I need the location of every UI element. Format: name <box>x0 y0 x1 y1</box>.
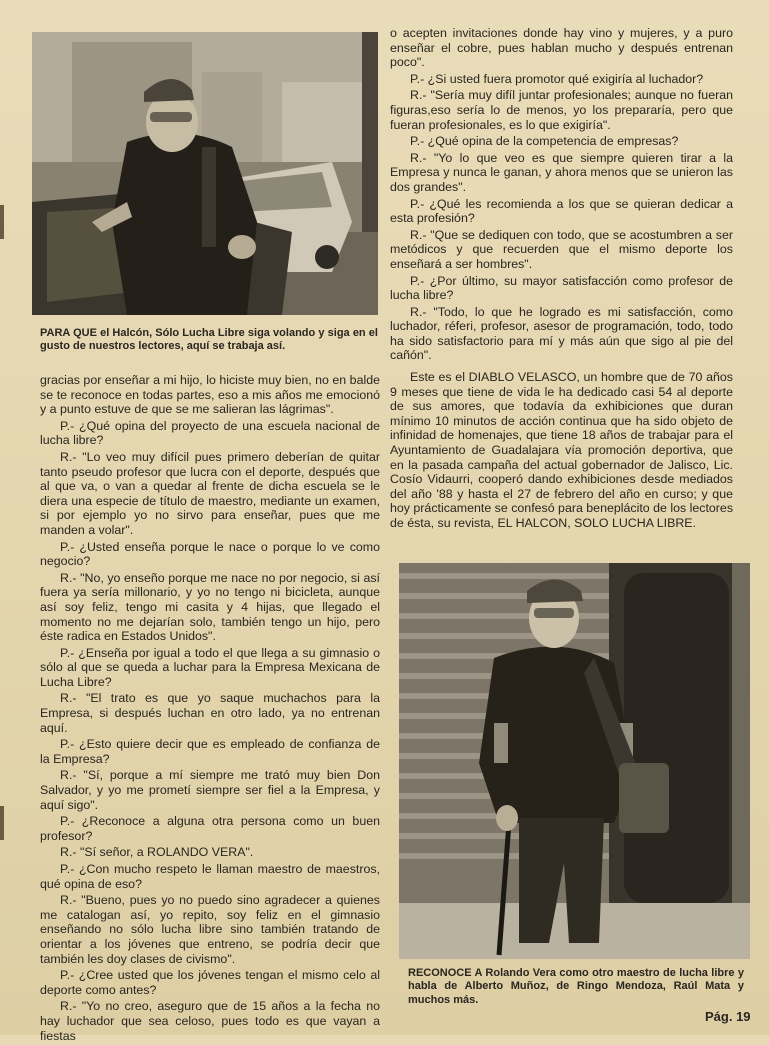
paragraph: R.- "Sí señor, a ROLANDO VERA". <box>60 845 254 860</box>
photo-caption-1 <box>40 327 378 354</box>
paragraph: R.- "Sería muy difíl juntar profesionales; aunque no fueran figuras,eso sería lo de menos, yo los prepararía, pero que fueran profesionales, es lo que exigiría". <box>390 88 733 132</box>
page-edge-mark <box>0 806 4 840</box>
paragraph: P.- ¿Con mucho respeto le llaman maestro de maestros, qué opina de eso? <box>40 862 380 891</box>
paragraph: gracias por enseñar a mi hijo, lo hiciste muy bien, no en balde se te reconoce en todas partes, eso a mis años me emocionó y a punto estuve de que se me salieran las lágrimas". <box>40 373 380 417</box>
caption-text: Rolando Vera como otro maestro de lucha libre y habla de Alberto Muñoz, de Ringo Mendoza, Raúl Mata y muchos más. <box>408 967 744 1006</box>
paragraph: P.- ¿Por último, su mayor satisfacción como profesor de lucha libre? <box>390 273 733 303</box>
paragraph: o acepten invitaciones donde hay vino y mujeres, y a puro enseñar el cobre, pues hablan mucho y después entrenan poco". <box>390 26 733 70</box>
caption-lead: RECONOCE A <box>408 967 483 979</box>
paragraph: P.- ¿Qué opina de la competencia de empresas? <box>410 134 679 149</box>
paragraph: R.- "El trato es que yo saque muchachos para la Empresa, si después luchan en otro lado, ya no entrenan aquí. <box>40 691 380 735</box>
paragraph: R.- "Yo lo que veo es que siempre quieren tirar a la Empresa y nunca le ganan, y ahora menos que se unieron las dos grandes". <box>390 150 733 194</box>
paragraph: P.- ¿Enseña por igual a todo el que llega a su gimnasio o sólo al que se queda a luchar para la Empresa Mexicana de Lucha Libre? <box>40 645 380 689</box>
page-edge-mark <box>0 205 4 239</box>
paragraph: P.- ¿Esto quiere decir que es empleado de confianza de la Empresa? <box>40 737 380 766</box>
paragraph: R.- "Que se dediquen con todo, que se acostumbren a ser metódicos y que recuerden que el mismo deporte los enseñará a ser hombres". <box>390 227 733 271</box>
article-column-left <box>40 373 380 1045</box>
paragraph: P.- ¿Qué les recomienda a los que se quieran dedicar a esta profesión? <box>390 196 733 226</box>
photo-man-with-cane <box>399 563 750 959</box>
paragraph: R.- "Yo no creo, aseguro que de 15 años a la fecha no hay luchador que sea celoso, pues todo es que vayan a fiestas <box>40 999 380 1043</box>
paragraph: P.- ¿Cree usted que los jóvenes tengan el mismo celo al deporte como antes? <box>40 968 380 997</box>
paragraph: R.- "Todo, lo que he logrado es mi satisfacción, como luchador, réferi, profesor, asesor de programación, todo, todo ha sido satisfactorio para mí y más aún que sigo al pie del cañón". <box>390 304 733 363</box>
paragraph: P.- ¿Reconoce a alguna otra persona como un buen profesor? <box>40 814 380 843</box>
paragraph: R.- "Sí, porque a mí siempre me trató muy bien Don Salvador, y yo me prometí siempre ser fiel a la Empresa, y aquí sigo". <box>40 768 380 812</box>
paragraph: Este es el DIABLO VELASCO, un hombre que de 70 años 9 meses que tiene de vida le ha dedicado casi 54 al deporte de sus amores, que todavía da exhibiciones que duran mínimo 10 minutos de acción continua que ha sido objeto de infinidad de homenajes, que tiene 18 años de trabajar para el Ayuntamiento de Guadalajara vía promoción deportiva, que en la pasada campaña del actual gobernador de Jalisco, Lic. Cosío Vidaurri, cooperó dando exhibiciones desde mediados del año '88 y hasta el 27 de febrero del año en curso; y que hoy prácticamente se confesó para beneplácito de los lectores de ésta, su revista, EL HALCON, SOLO LUCHA LIBRE. <box>390 370 734 530</box>
article-column-right <box>390 26 733 533</box>
photo-man-at-car <box>32 32 378 315</box>
page-number: Pág. 19 <box>705 1009 751 1024</box>
caption-lead: PARA QUE <box>40 327 97 339</box>
paragraph: R.- "Lo veo muy difícil pues primero deberían de quitar tanto pseudo profesor que lucra con el deporte, después que al que va, o van a quedar al frente de dicha escuela se le diera una especie de título de maestro, mediante un examen, si por ejemplo yo no sirvo para enseñar, pues que me manden a volar". <box>40 449 380 537</box>
paragraph: R.- "No, yo enseño porque me nace no por negocio, si así fuera ya sería millonario, y yo no tengo ni bicicleta, aunque así soy feliz, tengo mi casita y 4 hijas, que llegado el momento no me dejarían solo, también tengo un hijo, pero éste radica en Estados Unidos". <box>40 570 380 644</box>
photo-caption-2 <box>408 967 744 1007</box>
paragraph: P.- ¿Usted enseña porque le nace o porque lo ve como negocio? <box>40 539 380 569</box>
paragraph: P.- ¿Si usted fuera promotor qué exigiría al luchador? <box>410 71 704 86</box>
paragraph: P.- ¿Qué opina del proyecto de una escuela nacional de lucha libre? <box>40 418 380 448</box>
caption-text: el Halcón, Sólo Lucha Libre siga volando y siga en el gusto de nuestros lectores, aquí se trabaja así. <box>40 327 378 353</box>
paragraph: R.- "Bueno, pues yo no puedo sino agradecer a quienes me catalogan así, yo repito, soy feliz en el gimnasio enseñando no sólo lucha libre sino también tratando de orientar a los jóvenes que entreno, se podría decir que también les doy clases de civismo". <box>40 893 380 966</box>
